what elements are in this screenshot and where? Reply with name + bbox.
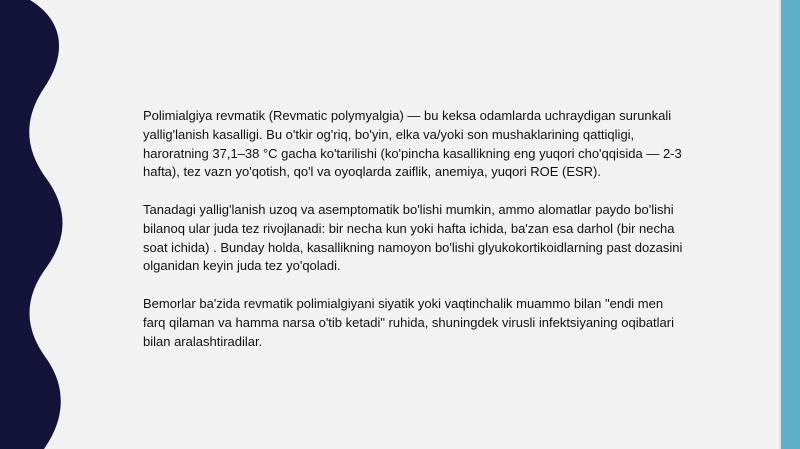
left-wave-decoration xyxy=(0,0,70,449)
right-stripe-decoration xyxy=(781,0,800,449)
paragraph-3: Bemorlar ba'zida revmatik polimialgiyani siyatik yoki vaqtinchalik muammo bilan "endi men farq qilaman va hamma narsa o'tib ketadi" ruhida, shuningdek virusli infektsiyaning oqibatlari bilan aralashtiradilar. xyxy=(143,295,674,349)
paragraph-1: Polimialgiya revmatik (Revmatic polymyalgia) — bu keksa odamlarda uchraydigan surunkali yallig'lanish kasalligi. Bu o'tkir og'riq, bo'yin, elka va/yoki son mushaklarining qattiqligi, haroratning 37,1–38 °C gacha ko'tarilishi (ko'pincha kasallikning eng yuqori cho'qqisida — 2-3 hafta), tez vazn yo'qotish, qo'l va oyoqlarda zaiflik, anemiya, yuqori ROE (ESR). xyxy=(143,108,682,180)
slide-body xyxy=(143,107,688,370)
paragraph-2: Tanadagi yallig'lanish uzoq va asemptomatik bo'lishi mumkin, ammo alomatlar paydo bo'lishi bilanoq ular juda tez rivojlanadi: bir necha kun yoki hafta ichida, ba'zan esa darhol (bir necha soat ichida) . Bunday holda, kasallikning namoyon bo'lishi glyukokortikoidlarning past dozasini olganidan keyin juda tez yo'qoladi. xyxy=(143,201,683,274)
